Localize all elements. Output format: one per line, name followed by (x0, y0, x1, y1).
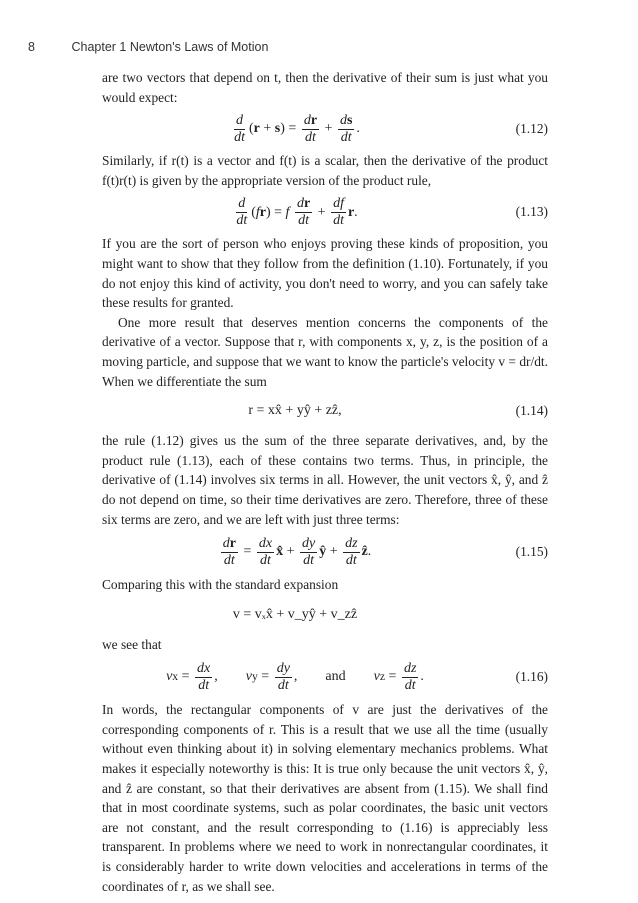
page-body (102, 68, 548, 896)
equation-1-14 (102, 391, 548, 431)
equation-number: (1.14) (515, 403, 548, 419)
equation-1-16-body: v x = $\frac{dx}{dt}$ , v y = $\frac{dy}{dt}$ , and v z = $\frac{dz}{dt}$ . (166, 661, 424, 693)
paragraph-components: One more result that deserves mention concerns the components of the derivative of a vector. Suppose that r, with components x, y, z, is the position of a moving particle, and suppose that we want to know the particle's velocity v = dr/dt. When we differentiate the sum (102, 314, 548, 389)
equation-1-12 (102, 107, 548, 151)
paragraph-comparing: Comparing this with the standard expansion (102, 577, 339, 593)
equation-number: (1.16) (515, 669, 548, 685)
equation-1-15-body: $\frac{dr}{dt}$ = $\frac{dx}{dt}$ x̂ + $\frac{dy}{dt}$ ŷ + $\frac{dz}{dt}$ ẑ . (222, 536, 372, 568)
paragraph-we-see: we see that (102, 636, 162, 652)
equation-number: (1.13) (515, 204, 548, 220)
equation-expansion-body: v = vₓx̂ + v_yŷ + v_zẑ (232, 606, 358, 622)
chapter-title: Chapter 1 Newton's Laws of Motion (71, 40, 269, 54)
equation-1-13-body: $\frac{d}{dt}$ ( f r ) = f $\frac{dr}{dt}$ + $\frac{df}{dt}$ r . (236, 196, 358, 228)
equation-1-15 (102, 529, 548, 575)
paragraph-product-rule: Similarly, if r(t) is a vector and f(t) is a scalar, then the derivative of the product f(t)r(t) is given by the appropriate version of the product rule, (102, 153, 548, 188)
page-number: 8 (28, 40, 35, 54)
paragraph-six-terms: the rule (1.12) gives us the sum of the three separate derivatives, and, by the product rule (1.13), each of these contains two terms. Thus, in principle, the derivative of (1.14) involves six terms in all. However, the unit vectors x̂, ŷ, and ẑ do not depend on time, so their time derivatives are zero. Therefore, three of these six terms are zero, and we are left with just three terms: (102, 433, 548, 527)
paragraph-in-words: In words, the rectangular components of v are just the derivatives of the corresponding components of r. This is a result that we use all the time (usually without even thinking about it) in solving elementary mechanics problems. What makes it especially noteworthy is this: It is true only because the unit vectors x̂, ŷ, and ẑ are constant, so that their derivatives are absent from (1.15). We shall find that in most coordinate systems, such as polar coordinates, the basic unit vectors are not constant, and the result corresponding to (1.16) is appreciably less transparent. In problems where we need to work in nonrectangular coordinates, it is considerably harder to write down velocities and accelerations in terms of the coordinates of r, as we shall see. (102, 702, 548, 894)
running-header (28, 40, 268, 54)
equation-number: (1.12) (515, 121, 548, 137)
equation-1-12-body: $\frac{d}{dt}$ ( r + s ) = $\frac{dr}{dt}$ + $\frac{ds}{dt}$ . (234, 113, 360, 145)
equation-number: (1.15) (515, 544, 548, 560)
equation-expansion (102, 595, 548, 635)
paragraph-proofs: If you are the sort of person who enjoys proving these kinds of proposition, you might want to show that they follow from the definition (1.10). Fortunately, if you do not enjoy this kind of activity, you don't need to worry, and you can safely take these results for granted. (102, 236, 548, 311)
equation-1-13 (102, 190, 548, 234)
equation-1-16 (102, 654, 548, 700)
equation-1-14-body: r = xx̂ + yŷ + zẑ, (248, 403, 342, 419)
and-word: and (325, 669, 346, 685)
paragraph-intro: are two vectors that depend on t, then the derivative of their sum is just what you would expect: (102, 70, 548, 105)
